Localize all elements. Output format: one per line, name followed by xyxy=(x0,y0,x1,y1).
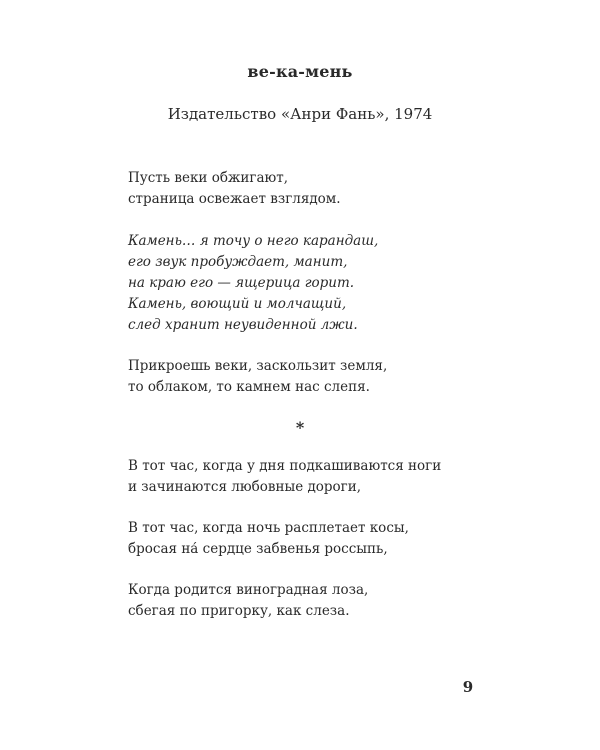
verse-line: Камень, воющий и молчащий, xyxy=(128,296,347,312)
poem-title: ве-ка-мень xyxy=(247,62,353,81)
verse-line: Пусть веки обжигают, xyxy=(128,170,289,186)
verse-line: и зачинаются любовные дороги, xyxy=(128,479,362,495)
verse-line: В тот час, когда ночь расплетает косы, xyxy=(128,520,409,536)
stanza-6 xyxy=(128,580,548,622)
stanza-4 xyxy=(128,456,548,498)
verse-line: на краю его — ящерица горит. xyxy=(128,275,355,291)
verse-line: его звук пробуждает, манит, xyxy=(128,254,348,270)
verse-line: след хранит неувиденной лжи. xyxy=(128,317,358,333)
verse-line: то облаком, то камнем нас слепя. xyxy=(128,379,370,395)
stanza-2 xyxy=(128,231,548,336)
verse-line: сбегая по пригорку, как слеза. xyxy=(128,603,350,619)
verse-line: страница освежает взглядом. xyxy=(128,191,341,207)
page-number: 9 xyxy=(462,678,474,696)
publisher-line: Издательство «Анри Фань», 1974 xyxy=(167,105,433,123)
verse-line: Когда родится виноградная лоза, xyxy=(128,582,369,598)
verse-line: В тот час, когда у дня подкашиваются ноги xyxy=(128,458,442,474)
stanza-1 xyxy=(128,168,548,210)
verse-line: Камень… я точу о него карандаш, xyxy=(128,233,379,249)
stanza-5 xyxy=(128,518,548,560)
verse-line: бросая на́ сердце забвенья россыпь, xyxy=(128,541,388,557)
verse-line: Прикроешь веки, заскользит земля, xyxy=(128,358,388,374)
stanza-3 xyxy=(128,356,548,398)
section-separator: * xyxy=(295,418,305,437)
